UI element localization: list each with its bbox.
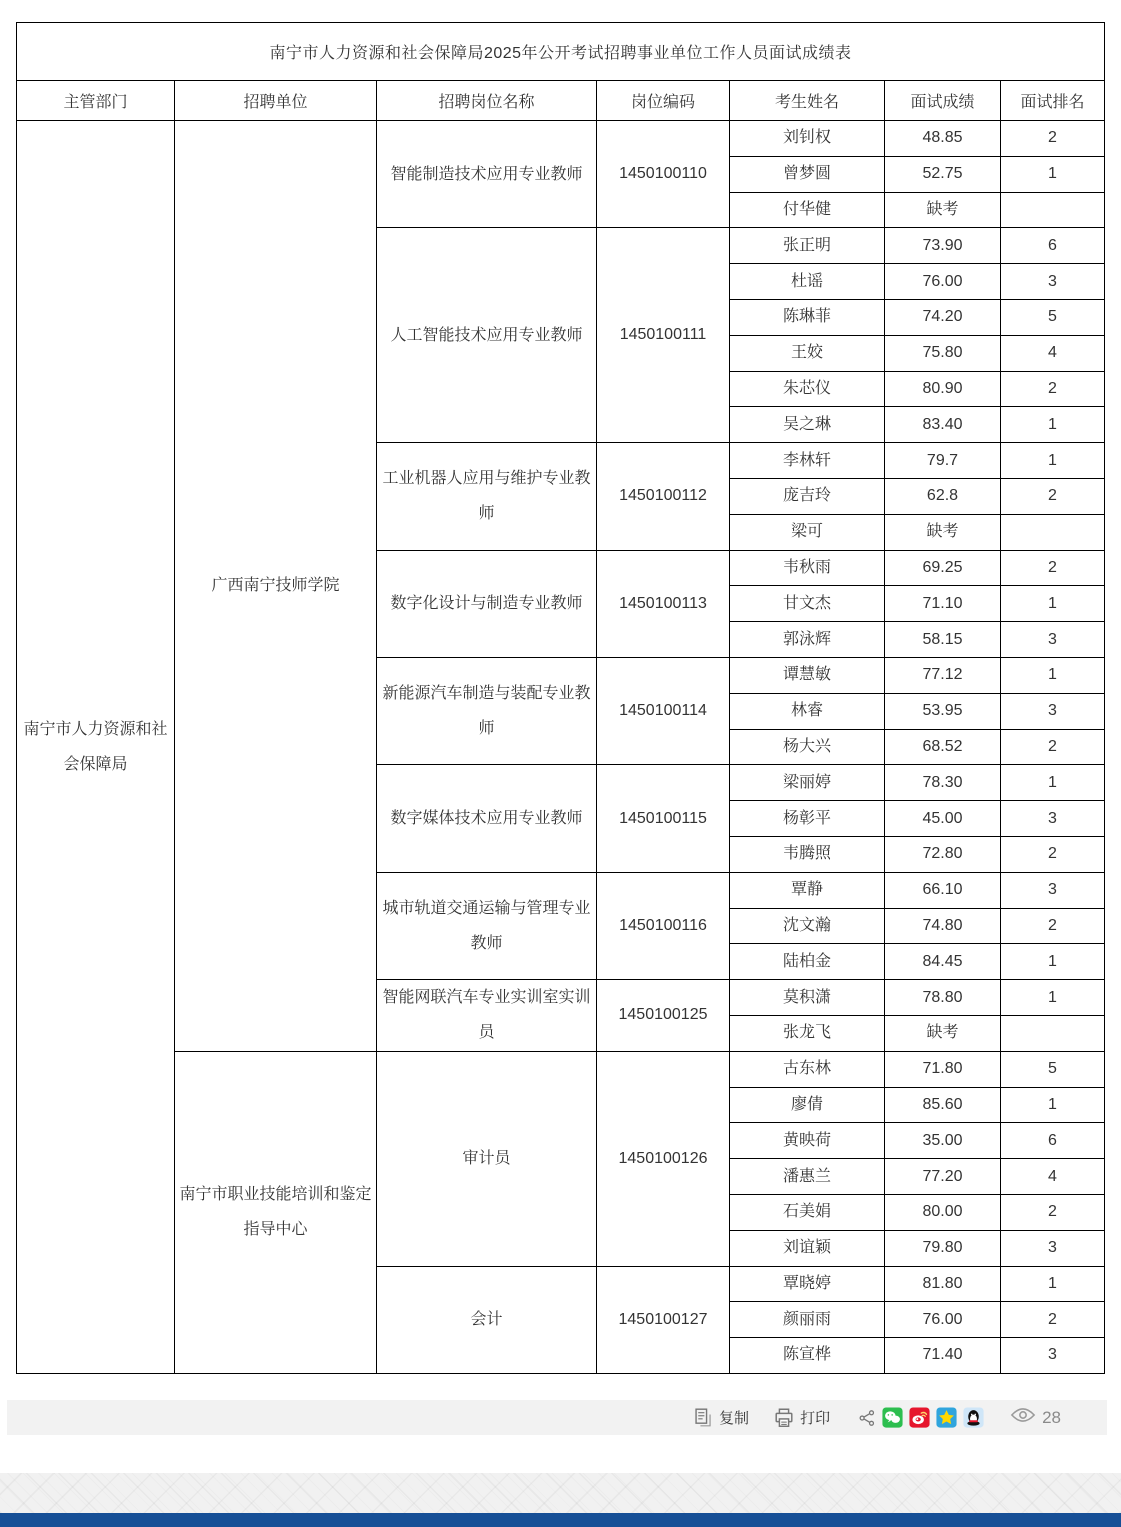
interview-score-cell: 80.90 xyxy=(885,371,1001,407)
candidate-name-cell: 韦秋雨 xyxy=(730,550,885,586)
interview-rank-cell: 3 xyxy=(1001,622,1105,658)
candidate-name-cell: 石美娟 xyxy=(730,1194,885,1230)
candidate-name-cell: 陈宣桦 xyxy=(730,1338,885,1374)
candidate-name-cell: 杜谣 xyxy=(730,264,885,300)
interview-rank-cell: 6 xyxy=(1001,228,1105,264)
candidate-name-cell: 吴之琳 xyxy=(730,407,885,443)
copy-icon xyxy=(693,1407,714,1428)
candidate-name-cell: 梁丽婷 xyxy=(730,765,885,801)
interview-rank-cell: 2 xyxy=(1001,908,1105,944)
interview-score-cell: 81.80 xyxy=(885,1266,1001,1302)
candidate-name-cell: 付华健 xyxy=(730,192,885,228)
qzone-icon[interactable] xyxy=(936,1407,957,1428)
candidate-name-cell: 谭慧敏 xyxy=(730,657,885,693)
bottom-toolbar xyxy=(7,1400,1107,1435)
interview-rank-cell: 1 xyxy=(1001,156,1105,192)
col-header-candidate: 考生姓名 xyxy=(730,81,885,121)
interview-score-cell: 79.7 xyxy=(885,443,1001,479)
position-title-cell: 数字化设计与制造专业教师 xyxy=(377,550,597,657)
interview-score-cell: 77.12 xyxy=(885,657,1001,693)
position-title-cell: 智能制造技术应用专业教师 xyxy=(377,121,597,228)
interview-rank-cell: 5 xyxy=(1001,1051,1105,1087)
interview-rank-cell: 2 xyxy=(1001,1302,1105,1338)
interview-score-cell: 74.20 xyxy=(885,299,1001,335)
interview-score-cell: 69.25 xyxy=(885,550,1001,586)
interview-score-cell: 71.40 xyxy=(885,1338,1001,1374)
position-title-cell: 审计员 xyxy=(377,1051,597,1266)
interview-score-cell: 66.10 xyxy=(885,872,1001,908)
view-counter xyxy=(1010,1406,1061,1429)
position-code-cell: 1450100126 xyxy=(597,1051,730,1266)
view-count-value: 28 xyxy=(1042,1407,1061,1427)
share-icon[interactable] xyxy=(858,1409,876,1427)
interview-rank-cell: 2 xyxy=(1001,729,1105,765)
interview-score-cell: 62.8 xyxy=(885,478,1001,514)
interview-score-cell: 76.00 xyxy=(885,264,1001,300)
wechat-icon[interactable] xyxy=(882,1407,903,1428)
col-header-code: 岗位编码 xyxy=(597,81,730,121)
eye-icon xyxy=(1010,1406,1036,1429)
candidate-name-cell: 林睿 xyxy=(730,693,885,729)
interview-score-cell: 85.60 xyxy=(885,1087,1001,1123)
col-header-position: 招聘岗位名称 xyxy=(377,81,597,121)
interview-score-cell: 71.80 xyxy=(885,1051,1001,1087)
interview-score-cell: 74.80 xyxy=(885,908,1001,944)
candidate-name-cell: 庞吉玲 xyxy=(730,478,885,514)
candidate-name-cell: 沈文瀚 xyxy=(730,908,885,944)
interview-rank-cell: 1 xyxy=(1001,980,1105,1016)
interview-rank-cell: 3 xyxy=(1001,801,1105,837)
col-header-department: 主管部门 xyxy=(17,81,175,121)
position-code-cell: 1450100116 xyxy=(597,872,730,979)
candidate-name-cell: 黄映荷 xyxy=(730,1123,885,1159)
print-button[interactable] xyxy=(773,1407,830,1429)
interview-score-cell: 48.85 xyxy=(885,121,1001,157)
candidate-name-cell: 古东林 xyxy=(730,1051,885,1087)
print-button-label: 打印 xyxy=(800,1410,831,1427)
candidate-name-cell: 陈琳菲 xyxy=(730,299,885,335)
copy-button-label: 复制 xyxy=(719,1410,750,1427)
candidate-name-cell: 杨大兴 xyxy=(730,729,885,765)
interview-score-cell: 80.00 xyxy=(885,1194,1001,1230)
candidate-name-cell: 甘文杰 xyxy=(730,586,885,622)
interview-rank-cell: 3 xyxy=(1001,1230,1105,1266)
position-title-cell: 工业机器人应用与维护专业教师 xyxy=(377,443,597,550)
interview-rank-cell: 2 xyxy=(1001,550,1105,586)
department-cell: 南宁市人力资源和社会保障局 xyxy=(17,121,175,1374)
interview-score-cell: 68.52 xyxy=(885,729,1001,765)
position-title-cell: 人工智能技术应用专业教师 xyxy=(377,228,597,443)
candidate-name-cell: 朱芯仪 xyxy=(730,371,885,407)
interview-rank-cell: 6 xyxy=(1001,1123,1105,1159)
candidate-name-cell: 韦腾照 xyxy=(730,836,885,872)
interview-rank-cell: 1 xyxy=(1001,407,1105,443)
unit-cell: 南宁市职业技能培训和鉴定指导中心 xyxy=(175,1051,377,1373)
interview-rank-cell: 3 xyxy=(1001,872,1105,908)
interview-rank-cell: 2 xyxy=(1001,836,1105,872)
interview-score-cell: 78.80 xyxy=(885,980,1001,1016)
position-title-cell: 新能源汽车制造与装配专业教师 xyxy=(377,657,597,764)
printer-icon xyxy=(773,1407,795,1429)
qq-icon[interactable] xyxy=(963,1407,984,1428)
interview-score-cell: 84.45 xyxy=(885,944,1001,980)
interview-rank-cell: 1 xyxy=(1001,443,1105,479)
unit-cell: 广西南宁技师学院 xyxy=(175,121,377,1052)
position-code-cell: 1450100113 xyxy=(597,550,730,657)
interview-rank-cell: 2 xyxy=(1001,478,1105,514)
interview-score-cell: 35.00 xyxy=(885,1123,1001,1159)
position-code-cell: 1450100125 xyxy=(597,980,730,1052)
interview-score-cell: 53.95 xyxy=(885,693,1001,729)
position-title-cell: 会计 xyxy=(377,1266,597,1373)
position-code-cell: 1450100115 xyxy=(597,765,730,872)
interview-rank-cell xyxy=(1001,1015,1105,1051)
position-title-cell: 城市轨道交通运输与管理专业教师 xyxy=(377,872,597,979)
interview-rank-cell: 2 xyxy=(1001,1194,1105,1230)
candidate-name-cell: 刘谊颖 xyxy=(730,1230,885,1266)
interview-score-cell: 83.40 xyxy=(885,407,1001,443)
interview-rank-cell: 4 xyxy=(1001,1159,1105,1195)
interview-score-cell: 缺考 xyxy=(885,192,1001,228)
interview-rank-cell: 1 xyxy=(1001,944,1105,980)
interview-score-cell: 76.00 xyxy=(885,1302,1001,1338)
position-code-cell: 1450100127 xyxy=(597,1266,730,1373)
position-code-cell: 1450100112 xyxy=(597,443,730,550)
candidate-name-cell: 陆柏金 xyxy=(730,944,885,980)
candidate-name-cell: 曾梦圆 xyxy=(730,156,885,192)
interview-score-cell: 75.80 xyxy=(885,335,1001,371)
candidate-name-cell: 李林轩 xyxy=(730,443,885,479)
interview-rank-cell: 1 xyxy=(1001,765,1105,801)
interview-rank-cell: 3 xyxy=(1001,693,1105,729)
interview-score-cell: 72.80 xyxy=(885,836,1001,872)
table-title-row xyxy=(17,23,1105,81)
interview-rank-cell: 3 xyxy=(1001,264,1105,300)
weibo-icon[interactable] xyxy=(909,1407,930,1428)
position-title-cell: 数字媒体技术应用专业教师 xyxy=(377,765,597,872)
candidate-row xyxy=(17,121,1105,157)
candidate-name-cell: 王姣 xyxy=(730,335,885,371)
interview-score-cell: 78.30 xyxy=(885,765,1001,801)
col-header-score: 面试成绩 xyxy=(885,81,1001,121)
interview-rank-cell: 1 xyxy=(1001,1087,1105,1123)
candidate-name-cell: 郭泳辉 xyxy=(730,622,885,658)
interview-rank-cell: 3 xyxy=(1001,1338,1105,1374)
position-code-cell: 1450100114 xyxy=(597,657,730,764)
interview-rank-cell xyxy=(1001,192,1105,228)
candidate-name-cell: 覃晓婷 xyxy=(730,1266,885,1302)
position-code-cell: 1450100110 xyxy=(597,121,730,228)
interview-score-cell: 45.00 xyxy=(885,801,1001,837)
candidate-name-cell: 张龙飞 xyxy=(730,1015,885,1051)
candidate-name-cell: 覃静 xyxy=(730,872,885,908)
footer-blue-bar xyxy=(0,1513,1121,1527)
candidate-name-cell: 颜丽雨 xyxy=(730,1302,885,1338)
table-header-row xyxy=(17,81,1105,121)
col-header-unit: 招聘单位 xyxy=(175,81,377,121)
position-title-cell: 智能网联汽车专业实训室实训员 xyxy=(377,980,597,1052)
candidate-name-cell: 廖倩 xyxy=(730,1087,885,1123)
candidate-name-cell: 张正明 xyxy=(730,228,885,264)
position-code-cell: 1450100111 xyxy=(597,228,730,443)
interview-score-cell: 58.15 xyxy=(885,622,1001,658)
table-title: 南宁市人力资源和社会保障局2025年公开考试招聘事业单位工作人员面试成绩表 xyxy=(17,23,1105,81)
candidate-row xyxy=(17,1051,1105,1087)
interview-score-cell: 73.90 xyxy=(885,228,1001,264)
share-buttons-group xyxy=(858,1407,984,1428)
interview-score-cell: 缺考 xyxy=(885,1015,1001,1051)
copy-button[interactable] xyxy=(693,1407,749,1428)
candidate-name-cell: 潘惠兰 xyxy=(730,1159,885,1195)
interview-rank-cell: 1 xyxy=(1001,586,1105,622)
interview-rank-cell: 1 xyxy=(1001,1266,1105,1302)
col-header-rank: 面试排名 xyxy=(1001,81,1105,121)
interview-score-table xyxy=(16,22,1105,1374)
interview-score-cell: 52.75 xyxy=(885,156,1001,192)
interview-rank-cell: 4 xyxy=(1001,335,1105,371)
candidate-name-cell: 梁可 xyxy=(730,514,885,550)
interview-score-cell: 79.80 xyxy=(885,1230,1001,1266)
interview-rank-cell xyxy=(1001,514,1105,550)
interview-score-cell: 缺考 xyxy=(885,514,1001,550)
interview-score-cell: 71.10 xyxy=(885,586,1001,622)
interview-rank-cell: 2 xyxy=(1001,121,1105,157)
interview-rank-cell: 5 xyxy=(1001,299,1105,335)
interview-rank-cell: 2 xyxy=(1001,371,1105,407)
candidate-name-cell: 杨彰平 xyxy=(730,801,885,837)
footer-pattern-band xyxy=(0,1473,1121,1513)
candidate-name-cell: 莫积潇 xyxy=(730,980,885,1016)
interview-score-cell: 77.20 xyxy=(885,1159,1001,1195)
interview-rank-cell: 1 xyxy=(1001,657,1105,693)
candidate-name-cell: 刘钊权 xyxy=(730,121,885,157)
